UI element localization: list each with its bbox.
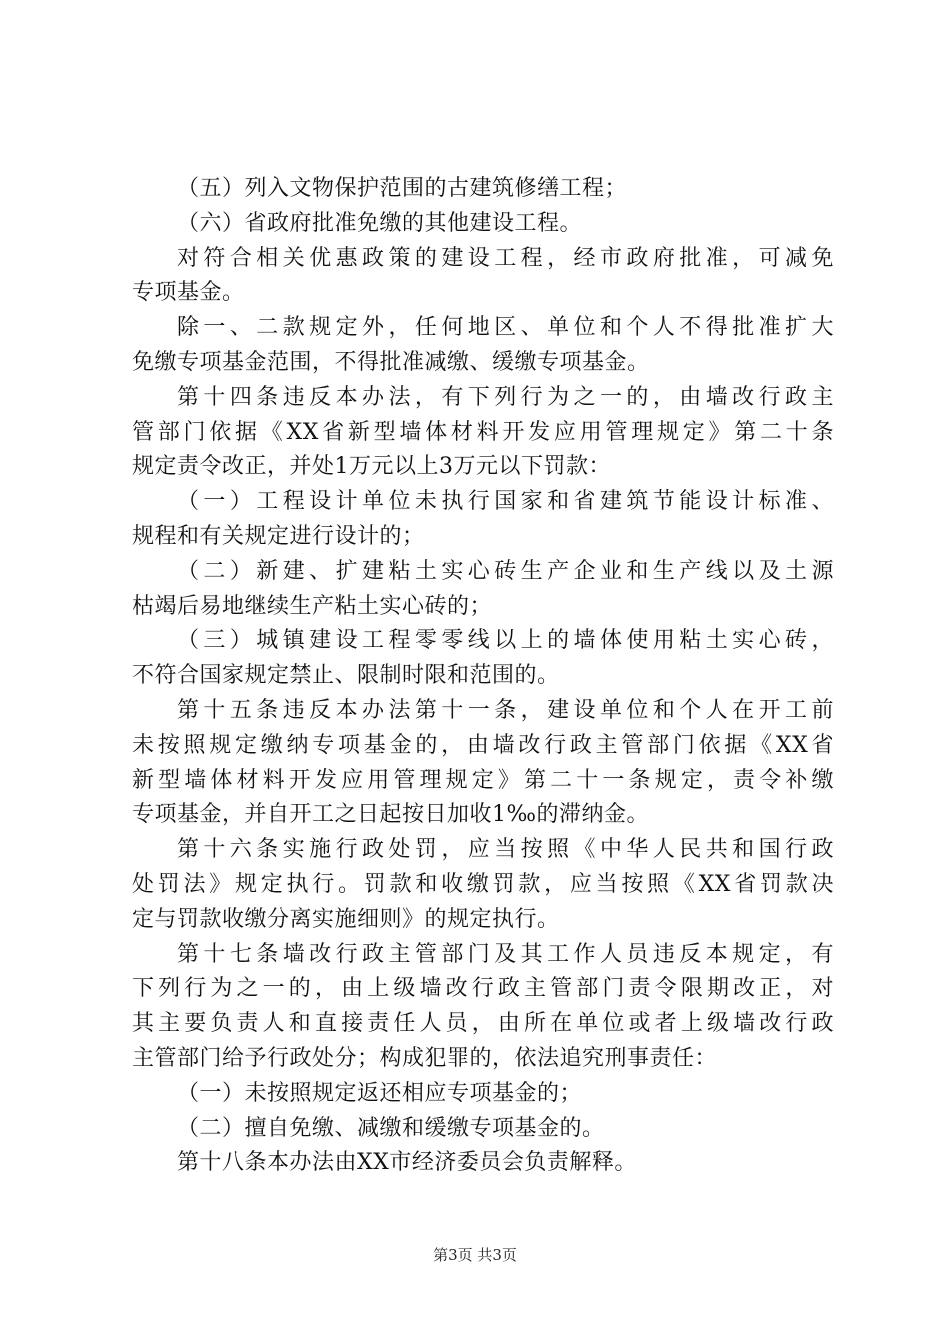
document-line: 第十七条墙改行政主管部门及其工作人员违反本规定，有 — [177, 941, 834, 967]
document-line: 对符合相关优惠政策的建设工程，经市政府批准，可减免 — [177, 245, 834, 271]
document-line: （二）擅自免缴、减缴和缓缴专项基金的。 — [177, 1115, 605, 1141]
document-line: （二）新建、扩建粘土实心砖生产企业和生产线以及土源 — [177, 558, 834, 584]
document-line: 除一、二款规定外，任何地区、单位和个人不得批准扩大 — [177, 315, 834, 341]
document-line: 不符合国家规定禁止、限制时限和范围的。 — [132, 663, 560, 689]
document-line: 规程和有关规定进行设计的； — [132, 523, 425, 549]
document-line: 下列行为之一的，由上级墙改行政主管部门责令限期改正，对 — [132, 976, 834, 1002]
document-line: 第十五条违反本办法第十一条，建设单位和个人在开工前 — [177, 697, 834, 723]
document-line: 其主要负责人和直接责任人员，由所在单位或者上级墙改行政 — [132, 1011, 834, 1037]
document-line: 主管部门给予行政处分；构成犯罪的，依法追究刑事责任： — [132, 1045, 718, 1071]
document-line: （一）工程设计单位未执行国家和省建筑节能设计标准、 — [177, 489, 834, 515]
document-line: 处罚法》规定执行。罚款和收缴罚款，应当按照《XX省罚款决 — [132, 871, 834, 897]
document-line: （三）城镇建设工程零零线以上的墙体使用粘土实心砖， — [177, 628, 834, 654]
document-line: 管部门依据《XX省新型墙体材料开发应用管理规定》第二十条 — [132, 419, 834, 445]
document-body — [132, 172, 834, 1181]
document-line: 免缴专项基金范围，不得批准减缴、缓缴专项基金。 — [132, 349, 650, 375]
document-line: 新型墙体材料开发应用管理规定》第二十一条规定，责令补缴 — [132, 767, 834, 793]
page-footer: 第3页 共3页 — [433, 1246, 517, 1264]
document-line: 第十六条实施行政处罚，应当按照《中华人民共和国行政 — [177, 837, 834, 863]
document-line: 第十八条本办法由XX市经济委员会负责解释。 — [177, 1150, 637, 1176]
document-line: 枯竭后易地继续生产粘土实心砖的； — [132, 593, 493, 619]
document-line: 定与罚款收缴分离实施细则》的规定执行。 — [132, 906, 560, 932]
document-line: （一）未按照规定返还相应专项基金的； — [177, 1080, 583, 1106]
document-line: 未按照规定缴纳专项基金的，由墙改行政主管部门依据《XX省 — [132, 732, 834, 758]
document-line: 规定责令改正，并处1万元以上3万元以下罚款： — [132, 454, 611, 480]
document-line: （六）省政府批准免缴的其他建设工程。 — [177, 210, 583, 236]
document-line: 专项基金，并自开工之日起按日加收1‰的滞纳金。 — [132, 802, 650, 828]
document-line: （五）列入文物保护范围的古建筑修缮工程； — [177, 176, 628, 201]
document-line: 第十四条违反本办法，有下列行为之一的，由墙改行政主 — [177, 384, 834, 410]
document-line: 专项基金。 — [132, 280, 245, 306]
